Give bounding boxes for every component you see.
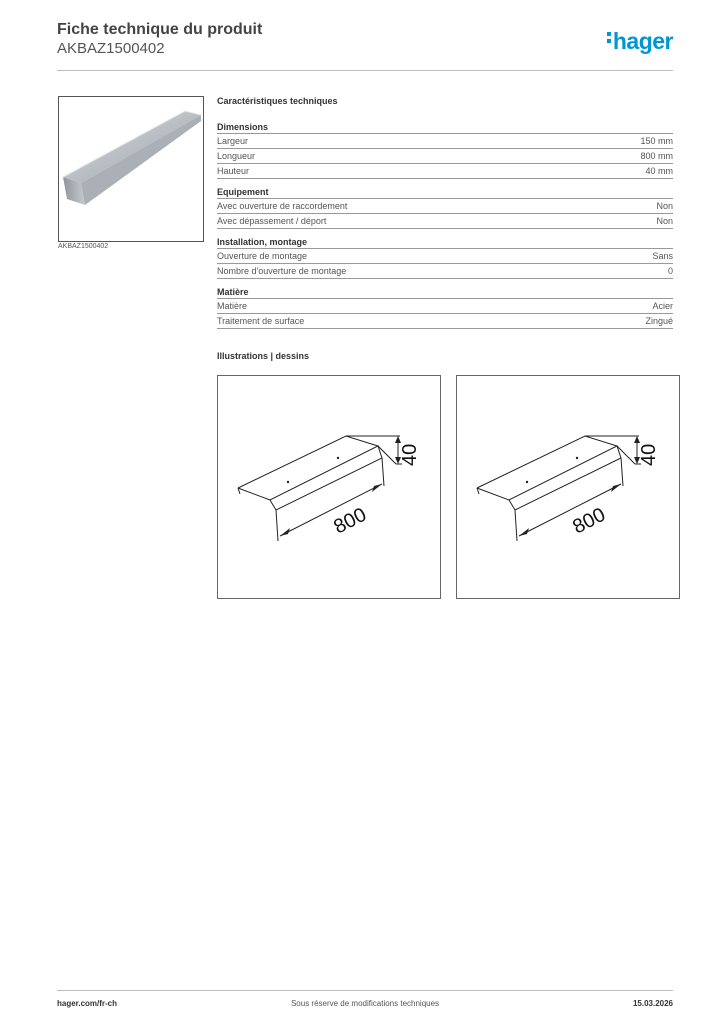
length-dimension-label: 800 xyxy=(569,503,610,539)
specs-heading: Caractéristiques techniques xyxy=(217,96,338,106)
group-heading: Dimensions xyxy=(217,122,673,134)
spec-row xyxy=(217,214,673,229)
illustrations-heading: Illustrations | dessins xyxy=(217,351,310,361)
page-footer xyxy=(57,990,673,1008)
spec-label: Matière xyxy=(217,301,248,311)
spec-group-matiere xyxy=(217,287,673,329)
group-heading: Equipement xyxy=(217,187,673,199)
spec-row xyxy=(217,149,673,164)
page-title: Fiche technique du produit xyxy=(57,21,263,38)
spec-value: Acier xyxy=(652,301,673,311)
spec-value: 800 mm xyxy=(640,151,673,161)
logo-dots-icon xyxy=(607,29,611,46)
spec-row xyxy=(217,249,673,264)
footer-notice: Sous réserve de modifications techniques xyxy=(290,999,440,1008)
spec-label: Longueur xyxy=(217,151,256,161)
group-heading: Installation, montage xyxy=(217,237,673,249)
spec-value: Non xyxy=(656,201,673,211)
page-header xyxy=(57,20,673,71)
height-dimension-label: 40 xyxy=(638,443,660,466)
spec-row xyxy=(217,299,673,314)
spec-value: 150 mm xyxy=(640,136,673,146)
spec-label: Nombre d'ouverture de montage xyxy=(217,266,347,276)
spec-row xyxy=(217,134,673,149)
spec-group-dimensions xyxy=(217,122,673,179)
technical-specs xyxy=(217,96,673,361)
spec-value: 0 xyxy=(667,266,673,276)
product-code: AKBAZ1500402 xyxy=(57,40,165,57)
spec-label: Largeur xyxy=(217,136,249,146)
spec-value: 40 mm xyxy=(645,166,673,176)
length-dimension-label: 800 xyxy=(330,503,371,539)
technical-drawing-1 xyxy=(217,375,441,599)
height-dimension-label: 40 xyxy=(399,443,421,466)
spec-label: Avec ouverture de raccordement xyxy=(217,201,348,211)
spec-label: Traitement de surface xyxy=(217,316,305,326)
footer-website-link[interactable]: hager.com/fr-ch xyxy=(57,999,118,1008)
drawing-2-svg xyxy=(457,376,679,598)
group-heading: Matière xyxy=(217,287,673,299)
footer-date: 15.03.2026 xyxy=(632,999,673,1008)
spec-row xyxy=(217,314,673,329)
product-photo xyxy=(58,96,204,242)
spec-label: Ouverture de montage xyxy=(217,251,308,261)
hager-logo xyxy=(607,28,673,55)
spec-row xyxy=(217,264,673,279)
spec-value: Sans xyxy=(652,251,673,261)
technical-drawing-2 xyxy=(456,375,680,599)
spec-group-equipement xyxy=(217,187,673,229)
spec-group-installation xyxy=(217,237,673,279)
logo-text: hager xyxy=(612,28,673,54)
drawing-1-svg xyxy=(218,376,440,598)
product-photo-image xyxy=(59,97,203,241)
spec-row xyxy=(217,199,673,214)
spec-value: Non xyxy=(656,216,673,226)
spec-row xyxy=(217,164,673,179)
spec-label: Hauteur xyxy=(217,166,250,176)
spec-label: Avec dépassement / déport xyxy=(217,216,327,226)
spec-value: Zingué xyxy=(645,316,673,326)
photo-caption: AKBAZ1500402 xyxy=(58,243,109,250)
